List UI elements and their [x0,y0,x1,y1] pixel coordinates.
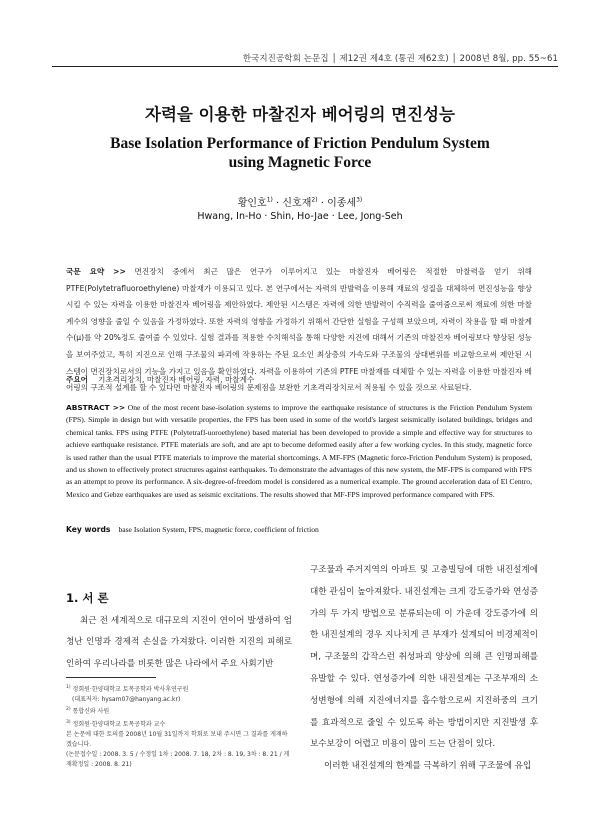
author-2-sup: 2) [311,196,318,204]
header-rule [52,66,558,67]
body-text-left: 최근 전 세계적으로 대규모의 지진이 연이어 발생하여 엄청난 인명과 경제적 손실을 가져왔다. 이러한 지진의 피해로 인하여 우리나라를 비롯한 많은 나라에서 주요 사회기반 [66,616,292,669]
author-sep: · [317,198,328,209]
keywords-english-label: Key words [66,525,111,534]
footnote-1: $^{1)}$ 정회원·한양대학교 토목공학과 박사후연구원 [66,685,189,693]
footnotes [66,683,292,771]
author-1: 황인호 [237,198,267,209]
author-sep: · [272,198,283,209]
authors-english: Hwang, In-Ho · Shin, Ho-Jae · Lee, Jong-Seh [197,211,403,222]
author-1-sup: 1) [266,196,273,204]
title-english [0,134,600,172]
keywords-korean-label: 주요어 [66,375,89,384]
title-korean: 자력을 이용한 마찰진자 베어링의 면진성능 [145,105,455,124]
footnote-1-corresponding: (대표저자: hysam07@hanyang.ac.kr) [72,696,181,704]
authors-korean [0,194,600,209]
journal-header: 한국지진공학회 논문집 │ 제12권 제4호 (통권 제62호) │ 2008년 8월, pp. 55~61 [242,54,558,64]
author-3-sup: 3) [356,196,363,204]
body-right-paragraph-2: 이러한 내진설계의 한계를 극복하기 위해 구조물에 유입 [324,761,532,772]
footnote-3: $^{3)}$ 정회원·한양대학교 토목공학과 교수 [66,719,166,728]
section-title: 1. 서 론 [66,591,109,605]
body-text-right [310,560,538,778]
author-2: 신호재 [282,198,312,209]
footnote-dates: (논문접수일 : 2008. 3. 5 / 수정일 1차 : 2008. 7. 18, 2차 : 8. 19, 3차 : 8. 21 / 게재확정일 : 2008. 8. 21) [66,751,290,769]
footnote-rule [66,677,156,678]
keywords-korean-text: 기초격리장치, 마찰진자 베어링, 자력, 마찰계수 [98,375,255,384]
abstract-english [66,402,532,501]
title-english-line1: Base Isolation Performance of Friction Pendulum System [110,135,490,152]
footnote-2: $^{2)}$ 통합신와 사원 [66,707,110,716]
author-3: 이종세 [327,198,357,209]
abstract-korean-text: 면진장치 중에서 최근 많은 연구가 이루어지고 있는 마찰진자 베어링은 적절한 마찰력을 얻기 위해 PTFE(Polytetrafluoroethylene) 마찰재가 이용되고 있다. 본 연구에서는 자력의 반발력을 이용해 재료의 성질을 대체하여 면진성능을 향상 시킬 수 있는 자력을 이용한 마찰진자 베어링을 제안하였다. 제안된 시스템은 자력에 의한 반발력이 수직력을 줄여줌으로써 재료에 의한 마찰계수의 영향을 줄일 수 있음을 가정하였다. 또한 자력의 영향을 가정하기 위해서 간단한 실험을 구성해 보았으며, 자력이 작용을 할 때 마찰계수(μ)를 약 20%정도 줄여줄 수 있었다. 실험 결과를 적용한 수치해석을 통해 다양한 지진에 대해서 기존의 마찰진자 베어링보다 향상된 성능을 보여주었고, 특히 지진으로 인해 구조물의 파괴에 작용하는 주된 요소인 최상층의 가속도와 구조물의 상대변위를 비교함으로써 제안된 시스템이 면진장치로서의 기능을 가지고 있음을 확인하였다. 자력을 이용하여 기존의 PTFE 마찰재를 대체할 수 있는 자력을 이용한 마찰진자 베어링의 구조적 설계를 할 수 있다면 마찰진자 베어링의 문제점을 보완한 기초격리장치로서 적용될 수 있을 것으로 사료된다. [66,267,532,393]
abstract-english-label: ABSTRACT >> [66,403,126,412]
abstract-english-text: One of the most recent base-isolation systems to improve the earthquake resistance of structures is the Friction Pendulum System (FPS). Simple in design but with versatile properties, the FPS has been used in some of the world's largest seismically isolated buildings, bridges and chemical tanks. FPS using PTFE (Polytetrafl-uoroethylene) based material has been developed to provide a simple and effective way for structures to achieve earthquake resistance. PTFE materials are soft, and are apt to become deformed easily after a few working cycles. In this study, magnetic force is used rather than the usual PTFE materials to improve the material shortcomings. A MF-FPS (Magnetic force-Friction Pendulum System) is proposed, and us shown to effectively protect structures against earthquakes. To demonstrate the advantages of this new system, the MF-FPS is compared with FPS as an attempt to prove its performance. A six-degree-of-freedom model is considered as a numerical example. The ground acceleration data of El Centro, Mexico and Gebze earthquakes are used as seismic excitations. The results showed that MF-FPS improved performance compared with FPS. [66,403,533,499]
keywords-english [66,525,532,534]
title-english-line2: using Magnetic Force [228,154,372,171]
keywords-korean [66,374,532,385]
body-right-paragraph-1: 구조물과 주거지역의 아파트 및 고층빌딩에 대한 내진설계에 대한 관심이 높아져왔다. 내진설계는 크게 강도증가와 연성증가의 두 가지 방법으로 분류되는데 이 가운데 강도증가에 의한 내진설계의 경우 지나치게 큰 부재가 설계되어 비경제적이며, 구조물의 갑작스런 취성파괴 양상에 의해 큰 인명피해를 유발할 수 있다. 연성증가에 의한 내진설계는 구조부재의 소성변형에 의해 지진에너지를 흡수함으로써 지진하중의 크기를 효과적으로 줄일 수 있도록 하는 방법이지만 지진발생 후 보수보강이 어렵고 비용이 많이 드는 단점이 있다. [310,565,538,750]
abstract-korean-label: 국문 요약 >> [66,267,126,276]
keywords-english-text: base Isolation System, FPS, magnetic force, coefficient of friction [118,525,319,534]
footnote-note: 본 논문에 대한 토의를 2008년 10월 31일까지 학회로 보내 주시면 그 결과를 게재하겠습니다. [66,730,288,749]
